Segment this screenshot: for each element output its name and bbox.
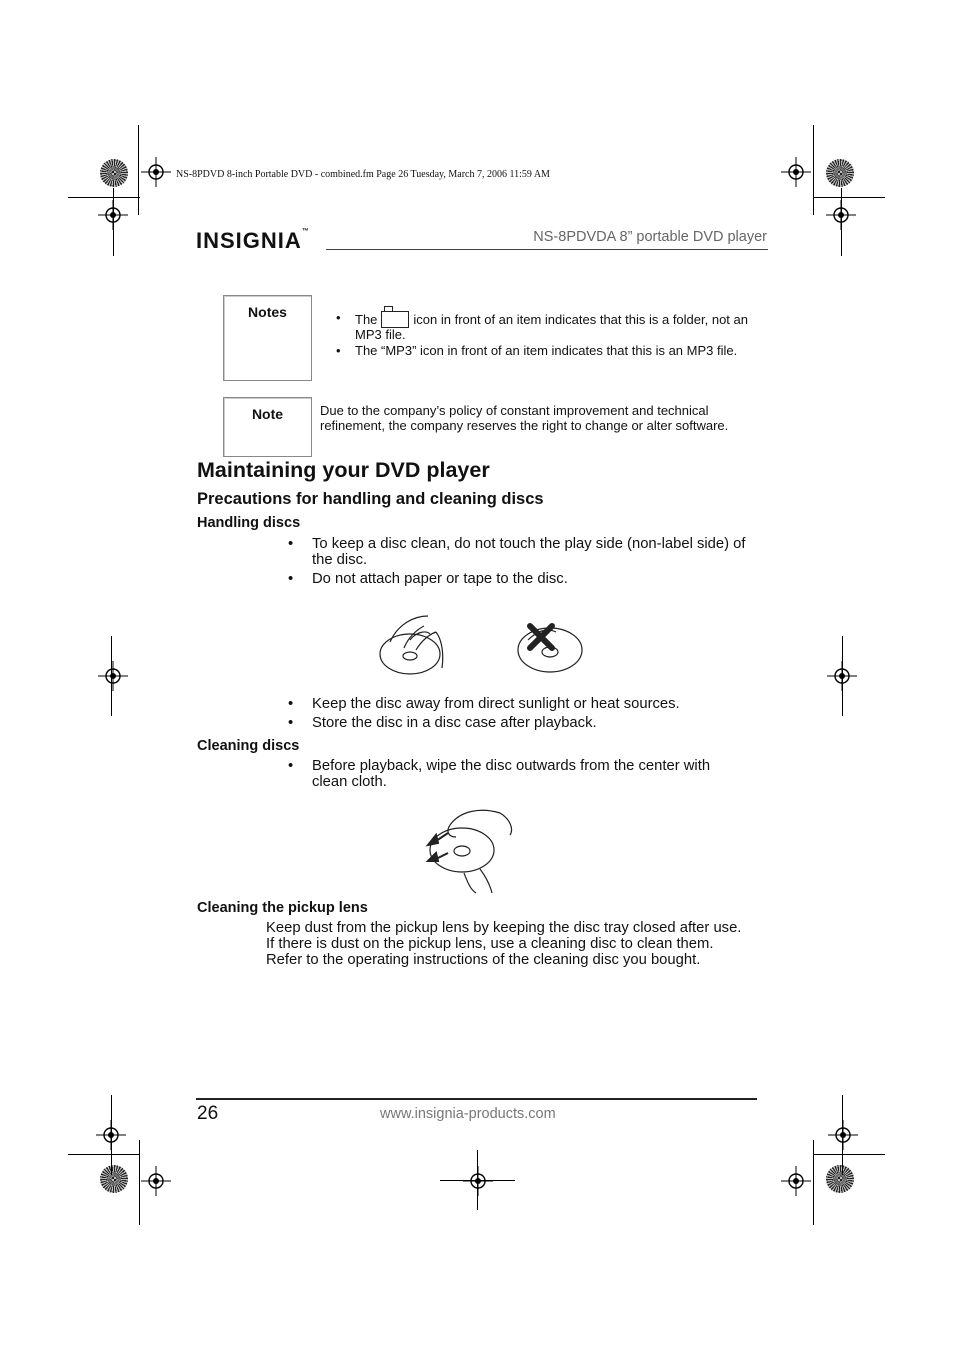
note-item: • The “MP3” icon in front of an item indicates that this is an MP3 file. — [336, 344, 751, 359]
crop-line — [139, 1140, 140, 1225]
color-bar-target — [100, 1165, 128, 1193]
crop-line — [138, 125, 139, 215]
crop-line — [113, 188, 114, 256]
cleaning-list — [288, 758, 748, 793]
crop-line — [68, 197, 140, 198]
footer-url: www.insignia-products.com — [380, 1106, 556, 1122]
notes-sidebar-box — [223, 295, 312, 381]
lens-paragraph: Keep dust from the pickup lens by keeping the disc tray closed after use. If there is dust on the pickup lens, use a cleaning disc to clean them. Refer to the operating instructions of the cleaning disc you bought. — [266, 920, 742, 968]
handling-list-continued — [288, 696, 748, 734]
section-title: Maintaining your DVD player — [197, 458, 490, 482]
header-rule — [326, 249, 768, 250]
lens-heading: Cleaning the pickup lens — [197, 900, 368, 916]
cleaning-heading: Cleaning discs — [197, 738, 300, 754]
note-label: Note — [251, 406, 284, 422]
list-item: • Keep the disc away from direct sunlight or heat sources. — [288, 696, 748, 712]
crop-line — [111, 636, 112, 716]
crop-line — [842, 1095, 843, 1175]
list-item: • To keep a disc clean, do not touch the play side (non-label side) of the disc. — [288, 536, 748, 568]
registration-mark-icon — [141, 157, 171, 187]
notes-label: Notes — [248, 304, 287, 320]
footer-rule — [196, 1098, 757, 1100]
registration-mark-icon — [781, 1166, 811, 1196]
registration-mark-icon — [141, 1166, 171, 1196]
crop-line — [68, 1154, 140, 1155]
section-subtitle: Precautions for handling and cleaning discs — [197, 490, 544, 508]
note-text: Due to the company’s policy of constant improvement and technical refinement, the company reserves the right to change or alter software. — [320, 403, 729, 433]
folder-icon — [381, 311, 409, 328]
list-item: • Do not attach paper or tape to the disc. — [288, 571, 748, 587]
note-sidebar-box — [223, 397, 312, 457]
color-bar-target — [100, 159, 128, 187]
disc-cleaning-illustration — [420, 803, 520, 898]
crop-line — [813, 197, 885, 198]
trademark-symbol: ™ — [301, 228, 310, 235]
crop-line — [841, 188, 842, 256]
registration-mark-icon — [98, 661, 128, 691]
handling-heading: Handling discs — [197, 515, 301, 531]
registration-mark-icon — [781, 157, 811, 187]
registration-mark-icon — [463, 1166, 493, 1196]
crop-line — [813, 1154, 885, 1155]
note-text-end: icon in front of an item indicates that this is a folder, not an MP3 file. — [355, 312, 748, 342]
correct-handling-figure — [380, 616, 443, 674]
registration-mark-icon — [828, 1120, 858, 1150]
logo-text: INSIGNIA — [196, 228, 302, 253]
crop-line — [813, 1140, 814, 1225]
crop-line — [440, 1180, 515, 1181]
wipe-arrow-icon — [428, 833, 448, 861]
color-bar-target — [826, 159, 854, 187]
crop-line — [111, 1095, 112, 1175]
note-item — [336, 311, 751, 343]
page-number: 26 — [197, 1103, 219, 1124]
print-slug: NS-8PDVD 8-inch Portable DVD - combined.fm Page 26 Tuesday, March 7, 2006 11:59 AM — [176, 169, 550, 180]
color-bar-target — [826, 1165, 854, 1193]
crop-line — [813, 125, 814, 215]
list-item: • Store the disc in a disc case after playback. — [288, 715, 748, 731]
crop-line — [842, 636, 843, 716]
notes-list — [336, 311, 751, 359]
brand-logo — [196, 228, 310, 254]
model-title: NS-8PDVDA 8” portable DVD player — [533, 229, 767, 245]
handling-list — [288, 536, 748, 590]
note-text-start: The — [355, 312, 378, 327]
list-item: • Before playback, wipe the disc outwards from the center with clean cloth. — [288, 758, 748, 790]
disc-handling-illustration — [370, 610, 600, 682]
